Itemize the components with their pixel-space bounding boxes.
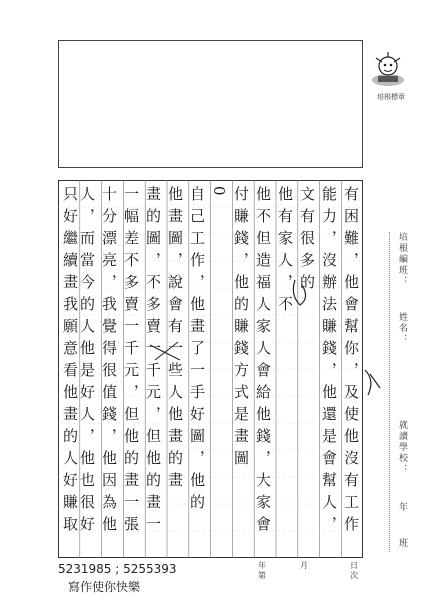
top-answer-frame: [58, 40, 363, 168]
class-suffix-label: 班: [397, 538, 407, 549]
page-no-label: 第: [258, 571, 266, 580]
footer-slogan: 寫作使你快樂: [68, 580, 141, 594]
essay-column-1: 有困難，他會幫你，及使他沒有工作: [342, 186, 360, 538]
page-count-label: 次: [350, 571, 358, 580]
essay-column-7: 0: [210, 186, 228, 203]
footer-codes: 5231985 ; 5255393: [58, 562, 177, 576]
essay-column-6: 付賺錢，他的賺錢方式是畫圖: [232, 186, 250, 472]
essay-column-10: 畫的圖，不多賣一千元，但他的畫一: [144, 186, 162, 538]
essay-column-11: 一幅差不多賣一千元，但他的畫一張: [122, 186, 140, 538]
essay-column-8: 自己工作，他畫了一手好圖，他的: [188, 186, 206, 516]
essay-column-9: 他畫圖，說會有一些人他畫的畫: [166, 186, 184, 494]
teacher-marks: [140, 270, 400, 410]
name-label: 姓名：: [397, 312, 407, 345]
essay-column-3: 文有很多的: [298, 186, 316, 296]
essay-column-4: 他有家人，不: [276, 186, 294, 318]
essay-column-14: 只好繼續畫我願意看他畫的人好賺取: [61, 186, 79, 538]
grade-label: 年: [397, 502, 407, 513]
school-label: 就讀學校：: [397, 420, 407, 475]
stamp-caption: 培根標章: [377, 93, 405, 101]
essay-column-13: 人，而當今的人他是好人，他也很好: [78, 186, 96, 538]
page-month-label: 月: [300, 561, 308, 570]
essay-column-12: 十分漂亮，我覺得很值錢，他因為他: [100, 186, 118, 538]
class-label: 培根編班：: [397, 232, 407, 287]
essay-column-2: 能力，沒辦法賺錢，他還是會幫人，: [320, 186, 338, 538]
page-year-label: 年: [258, 561, 266, 570]
page-day-label: 日: [350, 561, 358, 570]
essay-column-5: 他不但造福人家人會給他錢，大家會: [254, 186, 272, 538]
mascot-logo: [366, 50, 410, 90]
side-dotted-line: [389, 232, 390, 552]
